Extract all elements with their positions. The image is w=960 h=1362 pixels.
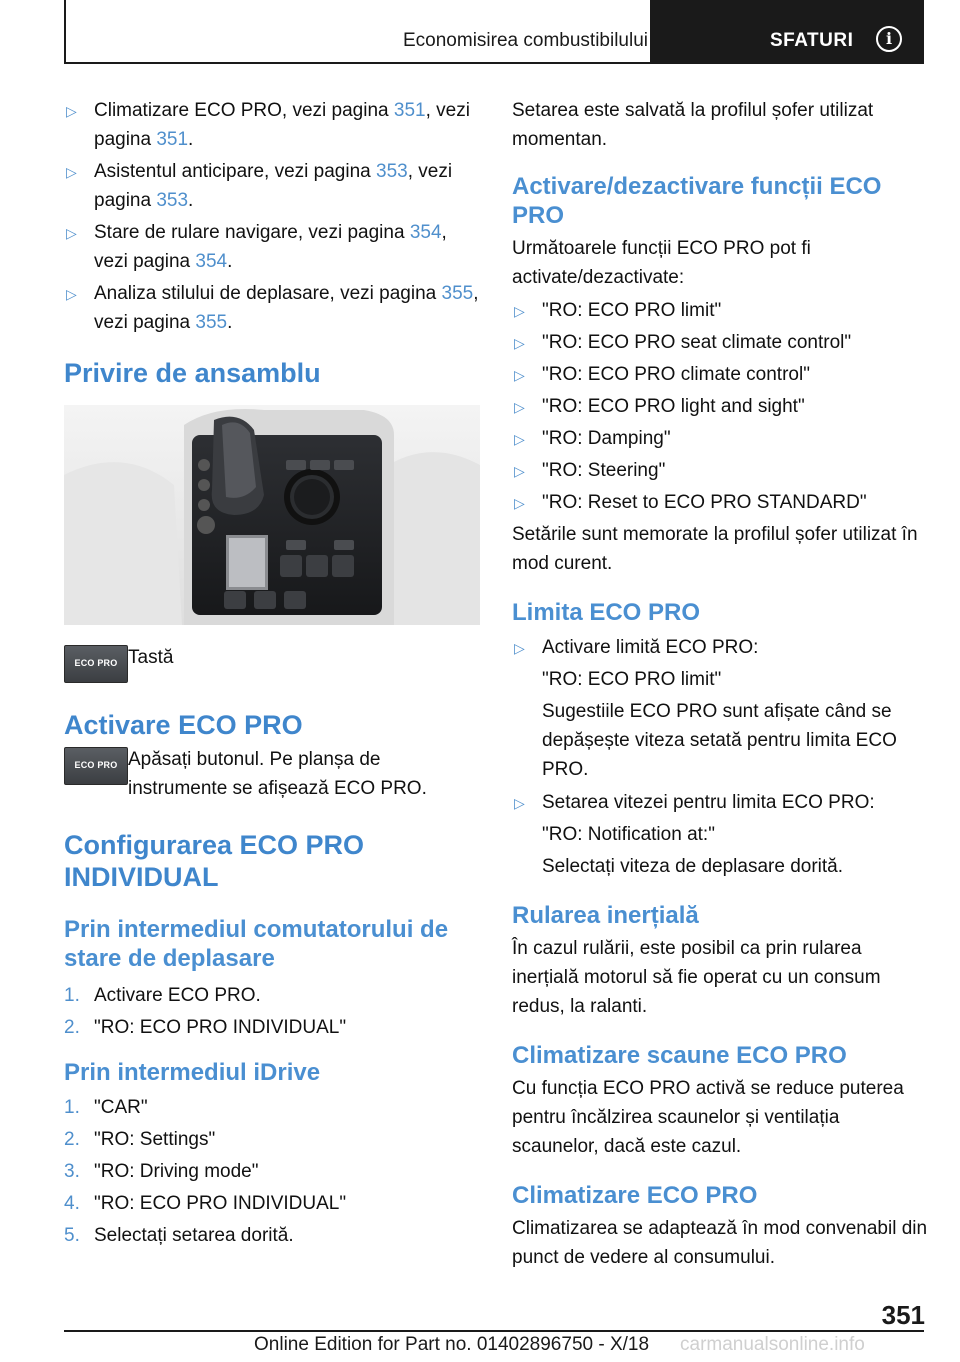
list-item: ▷ "RO: Steering"	[512, 456, 928, 485]
list-item: ▷ "RO: ECO PRO seat climate control"	[512, 328, 928, 357]
page-link[interactable]: 354	[195, 251, 228, 272]
list-item: 1. Activare ECO PRO.	[64, 985, 261, 1006]
functions-intro: Următoarele funcții ECO PRO pot fi activate/dezactivate:	[512, 238, 811, 288]
triangle-bullet-icon: ▷	[514, 431, 525, 447]
triangle-bullet-icon: ▷	[514, 367, 525, 383]
list-item: 2. "RO: ECO PRO INDIVIDUAL"	[64, 1017, 347, 1038]
saved-text: Setarea este salvată la profilul șofer utilizat momentan.	[512, 100, 874, 150]
list-item: ▷ "RO: ECO PRO light and sight"	[512, 392, 928, 421]
eco-pro-key-row	[64, 643, 480, 691]
triangle-bullet-icon: ▷	[66, 164, 77, 180]
page-link[interactable]: 355	[441, 283, 474, 304]
triangle-bullet-icon: ▷	[514, 495, 525, 511]
page-link[interactable]: 351	[393, 100, 426, 121]
triangle-bullet-icon: ▷	[514, 399, 525, 415]
header-left-border	[64, 0, 66, 64]
list-item: ▷ Analiza stilului de deplasare, vezi pagina 355, vezi pagina 355.	[64, 279, 480, 337]
triangle-bullet-icon: ▷	[514, 303, 525, 319]
right-column	[512, 96, 928, 1272]
page-link[interactable]: 351	[156, 129, 189, 150]
sfaturi-tab	[650, 0, 924, 64]
idrive-heading: Prin intermediul iDrive	[64, 1059, 321, 1086]
list-item: 4. "RO: ECO PRO INDIVIDUAL"	[64, 1193, 347, 1214]
config-heading: Configurarea ECO PRO INDIVIDUAL	[64, 830, 365, 892]
section-title: Economisirea combustibilului	[403, 30, 648, 51]
sfaturi-tab-label: SFATURI	[770, 30, 854, 51]
functions-list	[512, 296, 928, 517]
triangle-bullet-icon: ▷	[514, 640, 525, 656]
list-item: ▷ Asistentul anticipare, vezi pagina 353, vezi pagina 353.	[64, 157, 480, 215]
limit-heading: Limita ECO PRO	[512, 599, 701, 626]
key-caption: Tastă	[128, 647, 174, 668]
page-link[interactable]: 354	[409, 222, 442, 243]
functions-note: Setările sunt memorate la profilul șofer utilizat în mod curent.	[512, 524, 918, 574]
related-links-list	[64, 96, 480, 337]
eco-pro-button-icon: ECO PRO	[64, 645, 128, 683]
coast-text: În cazul rulării, este posibil ca prin rularea inerțială motorul să fie operat cu un consum redus, la ralanti.	[512, 938, 881, 1017]
idrive-steps	[64, 1093, 480, 1250]
list-item: ▷ Climatizare ECO PRO, vezi pagina 351, vezi pagina 351.	[64, 96, 480, 154]
page-link[interactable]: 353	[156, 190, 189, 211]
list-item: ▷ "RO: Reset to ECO PRO STANDARD"	[512, 488, 928, 517]
activate-text: Apăsați butonul. Pe planșa de instrumente se afișează ECO PRO.	[128, 749, 427, 799]
list-item: ▷ Activare limită ECO PRO: "RO: ECO PRO limit" Sugestiile ECO PRO sunt afișate când se depășește viteza setată pentru limita ECO PRO.	[512, 633, 928, 784]
activate-heading: Activare ECO PRO	[64, 710, 303, 740]
list-item: 1. "CAR"	[64, 1097, 148, 1118]
list-item: ▷ "RO: ECO PRO climate control"	[512, 360, 928, 389]
center-console-photo	[64, 405, 480, 625]
seat-heading: Climatizare scaune ECO PRO	[512, 1042, 847, 1069]
footer-rule	[64, 1330, 924, 1332]
overview-heading: Privire de ansamblu	[64, 358, 321, 388]
climate-text: Climatizarea se adaptează în mod convenabil din punct de vedere al consumului.	[512, 1218, 928, 1268]
functions-heading: Activare/dezactivare funcții ECO PRO	[512, 173, 882, 229]
coast-heading: Rularea inerțială	[512, 902, 699, 929]
switch-heading: Prin intermediul comutatorului de stare de deplasare	[64, 916, 449, 972]
list-item: 2. "RO: Settings"	[64, 1129, 216, 1150]
triangle-bullet-icon: ▷	[514, 463, 525, 479]
triangle-bullet-icon: ▷	[66, 286, 77, 302]
limit-list	[512, 633, 928, 881]
triangle-bullet-icon: ▷	[514, 795, 525, 811]
list-item: 3. "RO: Driving mode"	[64, 1161, 259, 1182]
header-rule	[64, 62, 924, 64]
climate-heading: Climatizare ECO PRO	[512, 1182, 758, 1209]
list-item: ▷ "RO: Damping"	[512, 424, 928, 453]
seat-text: Cu funcția ECO PRO activă se reduce puterea pentru încălzirea scaunelor și ventilația scaunelor, dacă este cazul.	[512, 1078, 904, 1157]
page-link[interactable]: 353	[376, 161, 408, 182]
triangle-bullet-icon: ▷	[514, 335, 525, 351]
list-item: 5. Selectați setarea dorită.	[64, 1225, 294, 1246]
left-column	[64, 96, 480, 1253]
activate-key-row	[64, 745, 480, 805]
list-item: ▷ "RO: ECO PRO limit"	[512, 296, 928, 325]
info-icon: i	[876, 26, 902, 52]
page-number: 351	[881, 1300, 925, 1330]
edition-text: Online Edition for Part no. 01402896750 - X/18	[254, 1334, 650, 1355]
center-console-illustration	[64, 405, 480, 625]
eco-pro-button-icon: ECO PRO	[64, 747, 128, 785]
triangle-bullet-icon: ▷	[66, 103, 77, 119]
triangle-bullet-icon: ▷	[66, 225, 77, 241]
switch-steps	[64, 981, 480, 1042]
watermark: carmanualsonline.info	[680, 1334, 865, 1355]
list-item: ▷ Stare de rulare navigare, vezi pagina 354, vezi pagina 354.	[64, 218, 480, 276]
list-item: ▷ Setarea vitezei pentru limita ECO PRO: "RO: Notification at:" Selectați viteza de deplasare dorită.	[512, 788, 928, 881]
page-link[interactable]: 355	[195, 312, 228, 333]
